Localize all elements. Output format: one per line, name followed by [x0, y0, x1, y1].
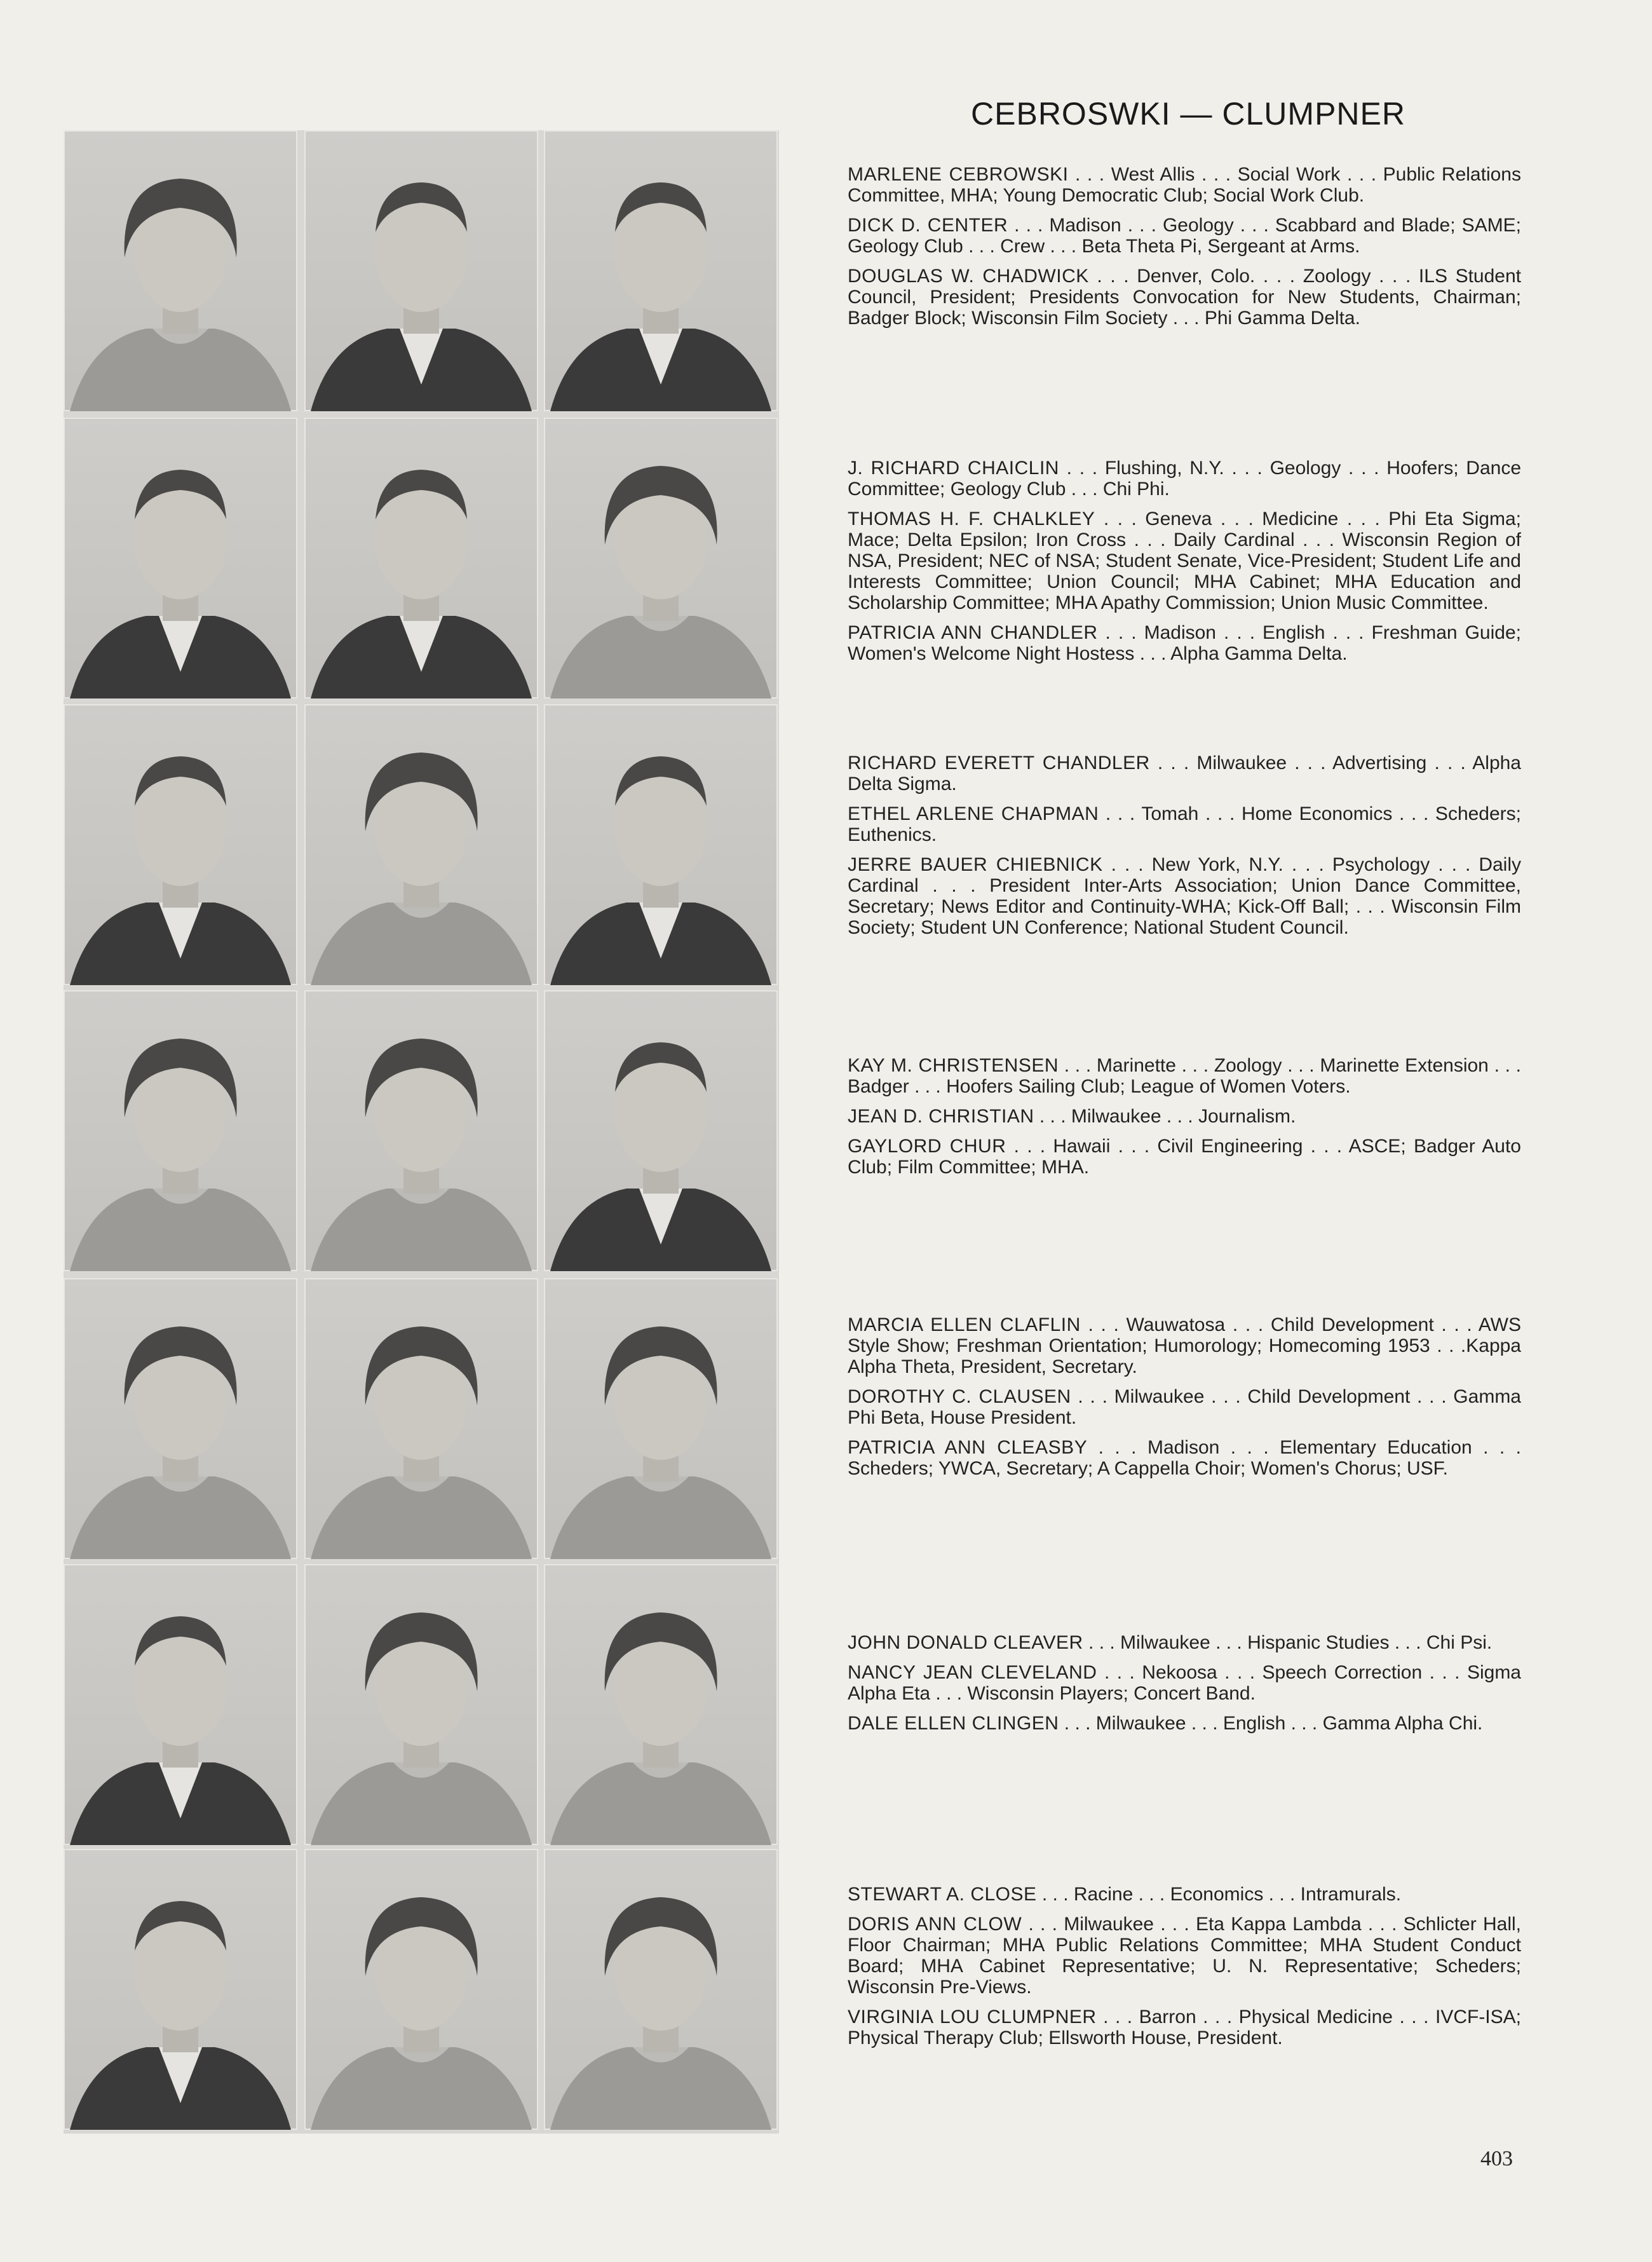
student-details: . . . Marinette . . . Zoology . . . Marinette Extension . . . Badger . . . Hoofers Sailing Club; League of Women Voters. — [848, 1055, 1521, 1097]
student-entry — [848, 266, 1521, 329]
student-details: . . . Milwaukee . . . English . . . Gamma Alpha Chi. — [1059, 1713, 1483, 1734]
student-name: THOMAS H. F. CHALKLEY — [848, 508, 1095, 529]
student-details: . . . Madison . . . Geology . . . Scabbard and Blade; SAME; Geology Club . . . Crew . . . Beta Theta Pi, Sergeant at Arms. — [848, 215, 1521, 257]
student-details: . . . Milwaukee . . . Journalism. — [1034, 1106, 1296, 1127]
page-number: 403 — [1480, 2147, 1513, 2170]
portrait-photo — [544, 704, 778, 985]
student-name: PATRICIA ANN CHANDLER — [848, 622, 1098, 643]
student-details: . . . Flushing, N.Y. . . . Geology . . . Hoofers; Dance Committee; Geology Club . . . Chi Phi. — [848, 458, 1522, 500]
student-name: GAYLORD CHUR — [848, 1136, 1006, 1157]
student-name: DORIS ANN CLOW — [848, 1914, 1022, 1935]
entry-group — [848, 1314, 1521, 1488]
student-name: DICK D. CENTER — [848, 215, 1008, 236]
portrait-photo — [544, 1278, 778, 1559]
portrait-photo — [304, 130, 538, 411]
portrait-photo — [304, 1278, 538, 1559]
student-entry — [848, 2007, 1521, 2048]
student-name: DOUGLAS W. CHADWICK — [848, 266, 1089, 287]
student-details: . . . Madison . . . English . . . Freshman Guide; Women's Welcome Night Hostess . . . Alpha Gamma Delta. — [848, 622, 1521, 664]
student-entry — [848, 753, 1521, 794]
student-name: RICHARD EVERETT CHANDLER — [848, 753, 1150, 773]
entry-group — [848, 753, 1521, 947]
student-entry — [848, 1884, 1521, 1905]
student-entry — [848, 854, 1521, 938]
portrait-photo — [64, 418, 297, 698]
student-entry — [848, 1055, 1521, 1097]
student-name: ETHEL ARLENE CHAPMAN — [848, 803, 1099, 824]
student-details: . . . Wauwatosa . . . Child Development . . . AWS Style Show; Freshman Orientation; Humorology; Homecoming 1953 . . .Kappa Alpha Theta, President, Secretary. — [848, 1314, 1521, 1377]
student-entry — [848, 1314, 1521, 1377]
student-details: . . . Geneva . . . Medicine . . . Phi Eta Sigma; Mace; Delta Epsilon; Iron Cross . . . Daily Cardinal . . . Wisconsin Region of NSA, President; NEC of NSA; Student Senate, Vice-President; Student Life and Interests Committee; Union Council; MHA Cabinet; MHA Education and Scholarship Committee; MHA Apathy Commission; Union Music Committee. — [848, 508, 1521, 613]
student-entry — [848, 164, 1521, 206]
student-entry — [848, 1662, 1521, 1704]
student-name: JOHN DONALD CLEAVER — [848, 1632, 1083, 1653]
entry-group — [848, 1884, 1521, 2057]
student-details: . . . Milwaukee . . . Hispanic Studies . . . Chi Psi. — [1083, 1632, 1493, 1653]
student-name: MARLENE CEBROWSKI — [848, 164, 1069, 185]
student-entry — [848, 1632, 1521, 1653]
student-entry — [848, 1386, 1521, 1428]
student-details: . . . Madison . . . Elementary Education . . . Scheders; YWCA, Secretary; A Cappella Choir; Women's Chorus; USF. — [848, 1437, 1521, 1479]
student-details: . . . Milwaukee . . . Advertising . . . Alpha Delta Sigma. — [848, 753, 1521, 794]
portrait-photo — [64, 130, 297, 411]
student-details: . . . Denver, Colo. . . . Zoology . . . ILS Student Council, President; Presidents Convocation for New Students, Chairman; Badger Block; Wisconsin Film Society . . . Phi Gamma Delta. — [848, 266, 1521, 329]
portrait-photo — [304, 990, 538, 1271]
portrait-photo — [64, 704, 297, 985]
student-name: MARCIA ELLEN CLAFLIN — [848, 1314, 1081, 1335]
student-entry — [848, 803, 1521, 845]
portrait-photo — [64, 1278, 297, 1559]
portrait-photo — [544, 1849, 778, 2130]
portrait-photo — [544, 130, 778, 411]
entry-group — [848, 1632, 1521, 1743]
portrait-photo — [304, 418, 538, 698]
student-details: . . . Barron . . . Physical Medicine . . . IVCF-ISA; Physical Therapy Club; Ellsworth House, President. — [848, 2007, 1521, 2048]
student-name: PATRICIA ANN CLEASBY — [848, 1437, 1088, 1458]
student-details: . . . Nekoosa . . . Speech Correction . . . Sigma Alpha Eta . . . Wisconsin Players; Concert Band. — [848, 1662, 1521, 1704]
student-entry — [848, 1106, 1521, 1127]
student-entry — [848, 1136, 1521, 1178]
student-details: . . . Hawaii . . . Civil Engineering . . . ASCE; Badger Auto Club; Film Committee; MHA. — [848, 1136, 1521, 1178]
portrait-photo — [64, 1849, 297, 2130]
portrait-photo — [304, 1564, 538, 1845]
student-entry — [848, 1713, 1521, 1734]
portrait-photo — [304, 1849, 538, 2130]
portrait-photo — [544, 990, 778, 1271]
student-name: DOROTHY C. CLAUSEN — [848, 1386, 1071, 1407]
page-title: CEBROSWKI — CLUMPNER — [971, 96, 1405, 132]
student-name: J. RICHARD CHAICLIN — [848, 458, 1059, 479]
portrait-photo — [64, 990, 297, 1271]
student-entry — [848, 622, 1521, 664]
student-entry — [848, 215, 1521, 257]
portrait-photo — [64, 1564, 297, 1845]
portrait-photo — [544, 418, 778, 698]
student-name: VIRGINIA LOU CLUMPNER — [848, 2007, 1097, 2027]
student-details: . . . Milwaukee . . . Eta Kappa Lambda . . . Schlicter Hall, Floor Chairman; MHA Public Relations Committee; MHA Student Conduct Board; MHA Cabinet Representative; U. N. Representative; Scheders; Wisconsin Pre-Views. — [848, 1914, 1521, 1998]
portrait-photo — [544, 1564, 778, 1845]
student-name: JEAN D. CHRISTIAN — [848, 1106, 1034, 1127]
student-entry — [848, 458, 1521, 500]
student-name: STEWART A. CLOSE — [848, 1884, 1037, 1905]
entry-group — [848, 1055, 1521, 1187]
student-name: DALE ELLEN CLINGEN — [848, 1713, 1059, 1734]
entry-group — [848, 458, 1521, 673]
student-details: . . . Tomah . . . Home Economics . . . Scheders; Euthenics. — [848, 803, 1522, 845]
entry-group — [848, 164, 1521, 337]
student-entry — [848, 508, 1521, 613]
student-name: JERRE BAUER CHIEBNICK — [848, 854, 1103, 875]
student-entry — [848, 1437, 1521, 1479]
student-details: . . . West Allis . . . Social Work . . . Public Relations Committee, MHA; Young Democratic Club; Social Work Club. — [848, 164, 1521, 206]
student-details: . . . Racine . . . Economics . . . Intramurals. — [1036, 1884, 1402, 1905]
student-name: KAY M. CHRISTENSEN — [848, 1055, 1059, 1076]
student-entry — [848, 1914, 1521, 1998]
portrait-grid — [64, 130, 779, 2134]
student-name: NANCY JEAN CLEVELAND — [848, 1662, 1097, 1683]
student-details: . . . Milwaukee . . . Child Development . . . Gamma Phi Beta, House President. — [848, 1386, 1521, 1428]
student-details: . . . New York, N.Y. . . . Psychology . . . Daily Cardinal . . . President Inter-Arts Association; Union Dance Committee, Secretary; News Editor and Continuity-WHA; Kick-Off Ball; . . . Wisconsin Film Society; Student UN Conference; National Student Council. — [848, 854, 1521, 938]
portrait-photo — [304, 704, 538, 985]
